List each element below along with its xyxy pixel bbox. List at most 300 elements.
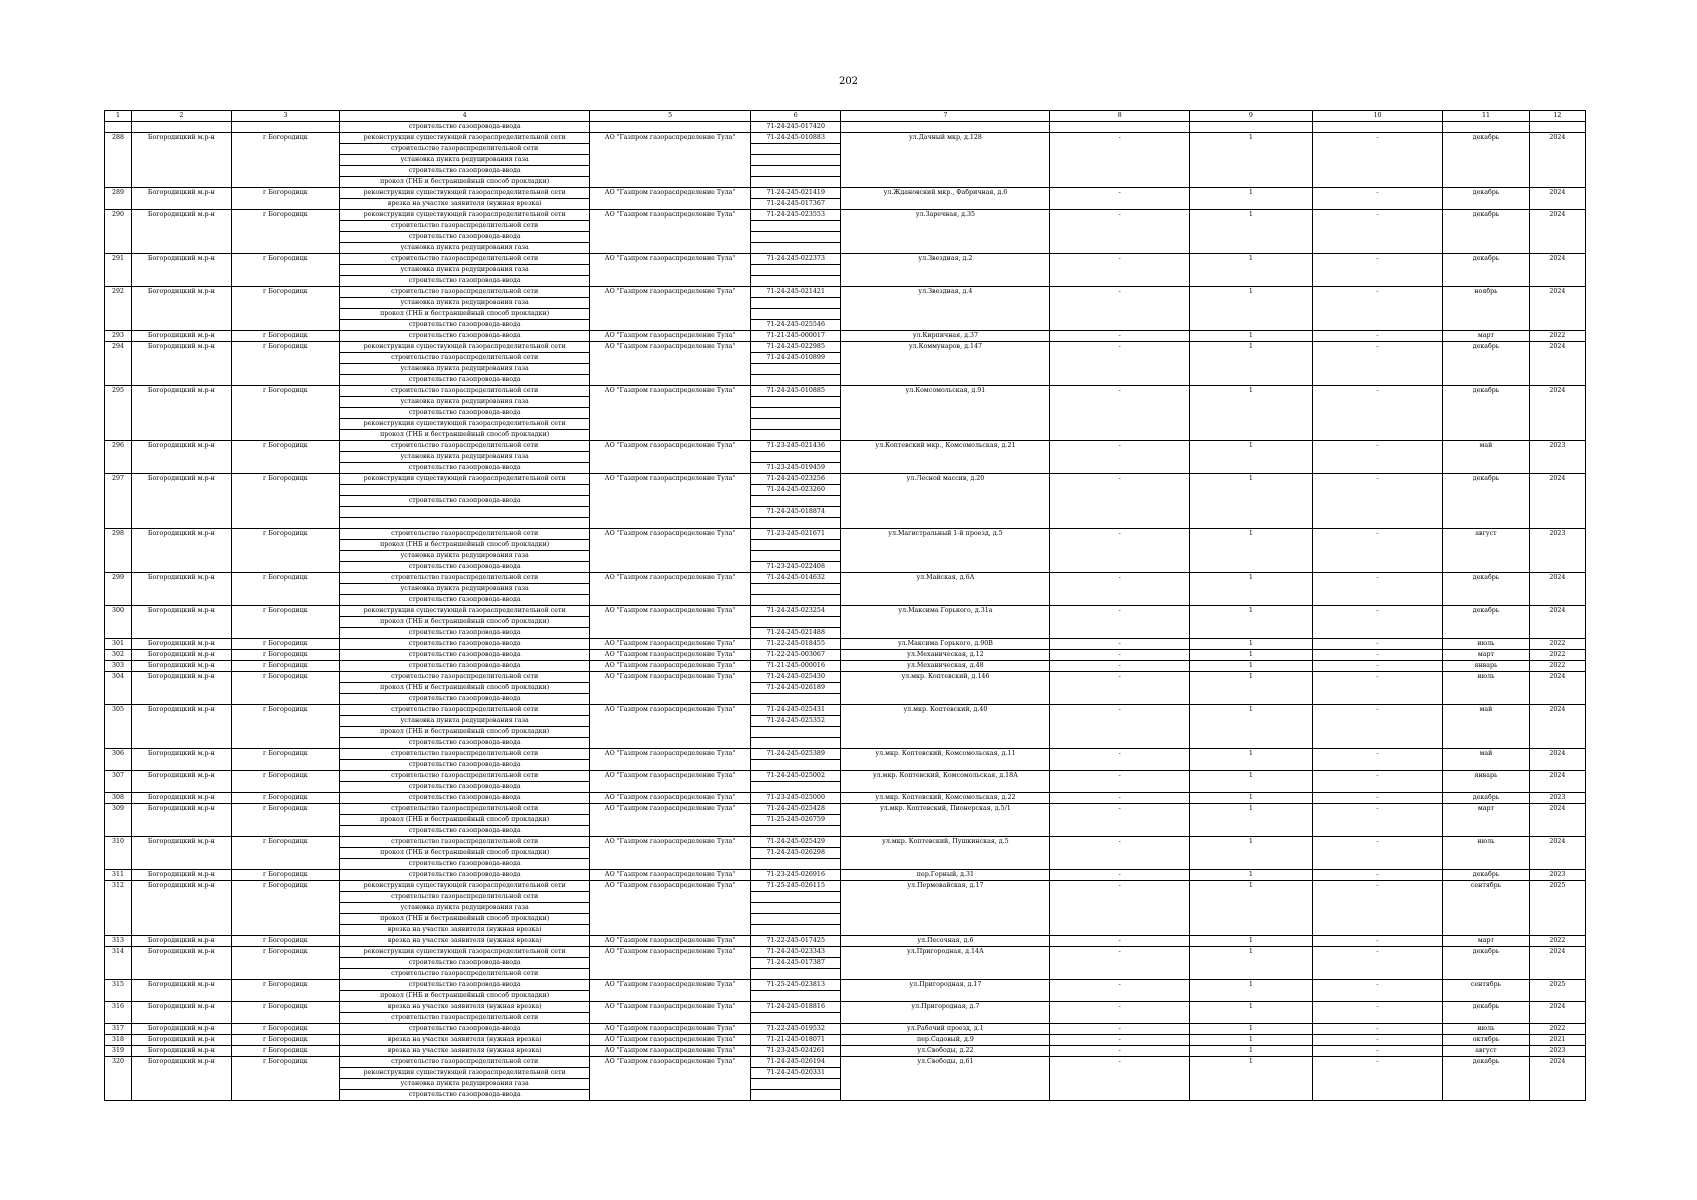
col8-cell: - [1050,386,1190,441]
col10-cell: - [1312,1035,1443,1046]
table-row [105,1002,1586,1024]
works-cell [340,122,590,133]
district-cell: Богородицкий м.р-н [132,837,231,870]
works-cell-line: строительство газопровода-ввода [340,737,589,748]
town-cell: г Богородицк [231,639,340,650]
code-cell-line: 71-22-245-017425 [766,937,825,944]
organization-cell: АО "Газпром газораспределение Тула" [590,606,751,639]
works-cell [340,793,590,804]
col9-cell: 1 [1190,287,1313,331]
col8-cell: - [1050,474,1190,529]
col9-cell: 1 [1190,188,1313,210]
address-cell: ул.Пригородная, д.17 [841,980,1050,1002]
organization-cell: АО "Газпром газораспределение Тула" [590,254,751,287]
col9-cell: 1 [1190,804,1313,837]
organization-cell: АО "Газпром газораспределение Тула" [590,650,751,661]
address-cell: ул.Песочная, д.6 [841,936,1050,947]
town-cell: г Богородицк [231,980,340,1002]
works-cell [340,529,590,573]
year-cell: 2024 [1529,771,1585,793]
year-cell: 2022 [1529,1024,1585,1035]
col8-cell: - [1050,342,1190,386]
address-cell: ул.Магистральный 1-й проезд, д.5 [841,529,1050,573]
works-cell-line: прокол (ГНБ и бестраншейный способ прокладки) [340,847,589,858]
month-cell: июль [1443,672,1529,705]
works-cell [340,188,590,210]
code-cell-line [751,825,840,836]
town-cell: г Богородицк [231,936,340,947]
works-cell-line: строительство газопровода-ввода [340,407,589,418]
town-cell: г Богородицк [231,287,340,331]
address-cell: ул.Максима Горького, д.90В [841,639,1050,650]
table-row [105,804,1586,837]
year-cell: 2023 [1529,1046,1585,1057]
row-number [105,122,132,133]
works-cell-line: строительство газопровода-ввода [408,1025,521,1032]
works-cell [340,771,590,793]
year-cell: 2022 [1529,650,1585,661]
year-cell: 2024 [1529,1057,1585,1101]
col9-cell: 1 [1190,1035,1313,1046]
district-cell: Богородицкий м.р-н [132,793,231,804]
works-cell-line: прокол (ГНБ и бестраншейный способ прокладки) [340,539,589,550]
works-cell-line: установка пункта редуцирования газа [340,715,589,726]
year-cell: 2022 [1529,661,1585,672]
month-cell: январь [1443,661,1529,672]
district-cell: Богородицкий м.р-н [132,342,231,386]
code-cell-line: 71-23-245-022408 [751,561,840,572]
works-cell-line: строительство газораспределительной сети [340,143,589,154]
col9-cell: 1 [1190,793,1313,804]
month-cell: май [1443,749,1529,771]
month-cell: сентябрь [1443,980,1529,1002]
code-cell [751,287,841,331]
table-row [105,936,1586,947]
code-cell [751,342,841,386]
header-row [105,111,1586,122]
table-row [105,210,1586,254]
col10-cell: - [1312,672,1443,705]
town-cell: г Богородицк [231,650,340,661]
organization-cell: АО "Газпром газораспределение Тула" [590,1024,751,1035]
district-cell: Богородицкий м.р-н [132,661,231,672]
col8-cell: - [1050,188,1190,210]
district-cell: Богородицкий м.р-н [132,254,231,287]
works-cell-line: врезка на участке заявителя (нужная врезка) [340,924,589,935]
works-cell [340,650,590,661]
year-cell: 2024 [1529,606,1585,639]
code-cell-line: 71-24-245-026298 [751,847,840,858]
works-cell-line: строительство газораспределительной сети [391,255,539,262]
code-cell-line [751,594,840,605]
month-cell: июль [1443,639,1529,650]
table-row [105,980,1586,1002]
row-number: 298 [105,529,132,573]
month-cell: май [1443,705,1529,749]
col10-cell: - [1312,342,1443,386]
code-cell-line [751,297,840,308]
table-row [105,771,1586,793]
code-cell-line: 71-25-245-023813 [766,981,825,988]
works-cell [340,881,590,936]
works-cell-line: прокол (ГНБ и бестраншейный способ прокладки) [340,308,589,319]
works-cell-line: врезка на участке заявителя (нужная врезка) [340,198,589,209]
code-cell [751,573,841,606]
row-number: 309 [105,804,132,837]
district-cell: Богородицкий м.р-н [132,1035,231,1046]
col10-cell: - [1312,980,1443,1002]
code-cell [751,386,841,441]
works-cell [340,804,590,837]
town-cell: г Богородицк [231,881,340,936]
year-cell: 2024 [1529,287,1585,331]
col8-cell: - [1050,804,1190,837]
town-cell: г Богородицк [231,771,340,793]
town-cell: г Богородицк [231,474,340,529]
col8-cell: - [1050,749,1190,771]
col8-cell: - [1050,650,1190,661]
column-number: 6 [751,111,841,122]
row-number: 289 [105,188,132,210]
works-cell-line: строительство газопровода-ввода [340,825,589,836]
code-cell [751,133,841,188]
table-row [105,1035,1586,1046]
code-cell-line: 71-24-245-021419 [766,189,825,196]
col8-cell: - [1050,573,1190,606]
code-cell-line: 71-22-245-018455 [766,640,825,647]
works-cell-line: установка пункта редуцирования газа [340,583,589,594]
month-cell: июль [1443,837,1529,870]
code-cell [751,210,841,254]
row-number: 307 [105,771,132,793]
works-cell-line: строительство газопровода-ввода [340,462,589,473]
row-number: 317 [105,1024,132,1035]
town-cell: г Богородицк [231,342,340,386]
month-cell: октябрь [1443,1035,1529,1046]
month-cell [1443,122,1529,133]
code-cell-line [751,583,840,594]
address-cell: ул.Механическая, д.12 [841,650,1050,661]
district-cell: Богородицкий м.р-н [132,606,231,639]
organization-cell: АО "Газпром газораспределение Тула" [590,749,751,771]
col8-cell: - [1050,606,1190,639]
works-cell-line: строительство газопровода-ввода [408,871,521,878]
organization-cell: АО "Газпром газораспределение Тула" [590,705,751,749]
works-cell [340,1046,590,1057]
month-cell: декабрь [1443,947,1529,980]
col10-cell: - [1312,837,1443,870]
code-cell [751,1002,841,1024]
table-row [105,287,1586,331]
district-cell: Богородицкий м.р-н [132,1002,231,1024]
district-cell: Богородицкий м.р-н [132,210,231,254]
address-cell: ул.Максима Горького, д.31а [841,606,1050,639]
works-cell [340,1035,590,1046]
works-cell-line: прокол (ГНБ и бестраншейный способ прокладки) [340,429,589,440]
works-cell [340,386,590,441]
col10-cell: - [1312,870,1443,881]
district-cell: Богородицкий м.р-н [132,529,231,573]
col8-cell: - [1050,529,1190,573]
code-cell-line: 71-23-245-026916 [766,871,825,878]
address-cell: ул.Звездная, д.2 [841,254,1050,287]
code-cell [751,529,841,573]
works-cell-line: установка пункта редуцирования газа [340,396,589,407]
town-cell: г Богородицк [231,188,340,210]
column-number: 10 [1312,111,1443,122]
works-cell-line: строительство газопровода-ввода [340,561,589,572]
col9-cell: 1 [1190,936,1313,947]
works-cell-line: строительство газораспределительной сети [391,772,539,779]
works-cell-line: строительство газопровода-ввода [340,781,589,792]
works-cell-line: строительство газораспределительной сети [391,706,539,713]
works-cell-line: строительство газораспределительной сети [340,352,589,363]
works-cell-line: прокол (ГНБ и бестраншейный способ прокладки) [340,616,589,627]
code-cell [751,881,841,936]
col10-cell: - [1312,804,1443,837]
code-cell-line [751,968,840,979]
code-cell [751,771,841,793]
col10-cell: - [1312,705,1443,749]
code-cell-line: 71-24-245-023254 [766,607,825,614]
col8-cell: - [1050,837,1190,870]
district-cell: Богородицкий м.р-н [132,980,231,1002]
month-cell: ноябрь [1443,287,1529,331]
month-cell: декабрь [1443,386,1529,441]
code-cell-line [751,418,840,429]
works-cell [340,1057,590,1101]
code-cell-line: 71-24-245-022373 [766,255,825,262]
town-cell: г Богородицк [231,1035,340,1046]
year-cell: 2022 [1529,639,1585,650]
year-cell: 2024 [1529,188,1585,210]
col10-cell: - [1312,133,1443,188]
works-cell-line: строительство газопровода-ввода [340,374,589,385]
code-cell [751,1046,841,1057]
col9-cell: 1 [1190,529,1313,573]
organization-cell: АО "Газпром газораспределение Тула" [590,188,751,210]
month-cell: декабрь [1443,254,1529,287]
code-cell-line: 71-24-245-025546 [751,319,840,330]
town-cell: г Богородицк [231,661,340,672]
works-cell [340,573,590,606]
works-cell-line: строительство газораспределительной сети [391,1058,539,1065]
works-cell [340,661,590,672]
year-cell: 2024 [1529,573,1585,606]
code-cell-line: 71-22-245-019532 [766,1025,825,1032]
code-cell-line [751,374,840,385]
month-cell: август [1443,529,1529,573]
code-cell-line: 71-24-245-023553 [766,211,825,218]
works-cell [340,947,590,980]
col8-cell: - [1050,947,1190,980]
code-cell [751,188,841,210]
works-cell-line [340,517,589,528]
year-cell: 2022 [1529,331,1585,342]
col9-cell: 1 [1190,133,1313,188]
organization-cell: АО "Газпром газораспределение Тула" [590,529,751,573]
town-cell: г Богородицк [231,386,340,441]
works-cell-line: врезка на участке заявителя (нужная врезка) [387,1047,542,1054]
col9-cell: 1 [1190,210,1313,254]
works-cell [340,639,590,650]
works-cell [340,254,590,287]
col8-cell: - [1050,705,1190,749]
organization-cell: АО "Газпром газораспределение Тула" [590,210,751,254]
address-cell: ул.Лесной массив, д.20 [841,474,1050,529]
organization-cell [590,122,751,133]
col10-cell: - [1312,210,1443,254]
district-cell: Богородицкий м.р-н [132,474,231,529]
col9-cell: 1 [1190,573,1313,606]
town-cell: г Богородицк [231,672,340,705]
code-cell-line [751,451,840,462]
works-cell-line: строительство газопровода-ввода [408,662,521,669]
code-cell-line: 71-24-245-010885 [766,387,825,394]
works-cell [340,606,590,639]
row-number: 304 [105,672,132,705]
row-number: 299 [105,573,132,606]
town-cell: г Богородицк [231,210,340,254]
col9-cell: 1 [1190,639,1313,650]
organization-cell: АО "Газпром газораспределение Тула" [590,771,751,793]
table-row [105,870,1586,881]
works-cell-line: строительство газопровода-ввода [408,794,521,801]
code-cell-line: 71-25-245-026115 [766,882,825,889]
code-cell-line [751,429,840,440]
year-cell: 2025 [1529,881,1585,936]
works-cell-line: строительство газопровода-ввода [340,627,589,638]
works-cell-line: прокол (ГНБ и бестраншейный способ прокладки) [340,726,589,737]
row-number: 318 [105,1035,132,1046]
col9-cell: 1 [1190,474,1313,529]
code-cell-line [751,517,840,528]
table-row [105,672,1586,705]
code-cell-line: 71-24-245-010883 [766,134,825,141]
code-cell-line: 71-24-245-023343 [766,948,825,955]
works-cell [340,342,590,386]
code-cell [751,749,841,771]
col9-cell: 1 [1190,1046,1313,1057]
table-row [105,705,1586,749]
code-cell-line [751,891,840,902]
col9-cell: 1 [1190,342,1313,386]
table-row [105,474,1586,529]
table-row [105,133,1586,188]
year-cell: 2024 [1529,947,1585,980]
town-cell: г Богородицк [231,793,340,804]
works-cell-line: строительство газопровода-ввода [340,165,589,176]
month-cell: декабрь [1443,210,1529,254]
col10-cell: - [1312,936,1443,947]
table-row [105,650,1586,661]
code-cell-line: 71-24-245-023256 [766,475,825,482]
organization-cell: АО "Газпром газораспределение Тула" [590,793,751,804]
works-cell-line: строительство газопровода-ввода [340,231,589,242]
table-row [105,837,1586,870]
code-cell-line [751,495,840,506]
code-cell-line [751,1078,840,1089]
works-cell-line: прокол (ГНБ и бестраншейный способ прокладки) [340,913,589,924]
organization-cell: АО "Газпром газораспределение Тула" [590,474,751,529]
district-cell: Богородицкий м.р-н [132,672,231,705]
code-cell-line: 71-24-245-025389 [766,750,825,757]
organization-cell: АО "Газпром газораспределение Тула" [590,661,751,672]
month-cell: март [1443,804,1529,837]
month-cell: август [1443,1046,1529,1057]
table-row [105,254,1586,287]
code-cell-line [751,726,840,737]
address-cell: ул.мкр. Коптевский, д.40 [841,705,1050,749]
organization-cell: АО "Газпром газораспределение Тула" [590,936,751,947]
organization-cell: АО "Газпром газораспределение Тула" [590,342,751,386]
row-number: 314 [105,947,132,980]
code-cell-line [751,275,840,286]
col8-cell: - [1050,1035,1190,1046]
works-cell-line: строительство газораспределительной сети [391,288,539,295]
col9-cell: 1 [1190,1057,1313,1101]
town-cell: г Богородицк [231,804,340,837]
table-row [105,1057,1586,1101]
row-number: 302 [105,650,132,661]
table-row [105,122,1586,133]
works-cell-line: строительство газопровода-ввода [340,275,589,286]
works-cell-line: строительство газопровода-ввода [340,1089,589,1100]
address-cell: ул.Комсомольская, д.91 [841,386,1050,441]
code-cell-line: 71-22-245-003067 [766,651,825,658]
works-cell-line: строительство газопровода-ввода [340,693,589,704]
district-cell: Богородицкий м.р-н [132,573,231,606]
works-cell-line: строительство газораспределительной сети [391,530,539,537]
district-cell: Богородицкий м.р-н [132,639,231,650]
address-cell: ул.Свободы, д.61 [841,1057,1050,1101]
works-cell [340,474,590,529]
code-cell-line: 71-24-245-023260 [751,484,840,495]
month-cell: декабрь [1443,870,1529,881]
column-number: 7 [841,111,1050,122]
table-row [105,639,1586,650]
works-cell-line: строительство газораспределительной сети [340,891,589,902]
works-cell-line: реконструкция существующей газораспределительной сети [363,948,566,955]
town-cell: г Богородицк [231,254,340,287]
year-cell: 2024 [1529,210,1585,254]
code-cell-line [751,902,840,913]
col10-cell: - [1312,881,1443,936]
year-cell: 2024 [1529,386,1585,441]
code-cell [751,1057,841,1101]
row-number: 290 [105,210,132,254]
table-row [105,881,1586,936]
town-cell: г Богородицк [231,133,340,188]
code-cell-line [751,759,840,770]
code-cell [751,947,841,980]
code-cell [751,1024,841,1035]
code-cell-line [751,693,840,704]
col10-cell: - [1312,650,1443,661]
col8-cell: - [1050,441,1190,474]
col9-cell: 1 [1190,1002,1313,1024]
address-cell: ул.Пригородная, д.14А [841,947,1050,980]
organization-cell: АО "Газпром газораспределение Тула" [590,287,751,331]
code-cell-line [751,242,840,253]
district-cell: Богородицкий м.р-н [132,771,231,793]
table-row [105,441,1586,474]
works-cell [340,331,590,342]
district-cell: Богородицкий м.р-н [132,287,231,331]
organization-cell: АО "Газпром газораспределение Тула" [590,672,751,705]
organization-cell: АО "Газпром газораспределение Тула" [590,386,751,441]
code-cell-line: 71-25-245-026759 [751,814,840,825]
